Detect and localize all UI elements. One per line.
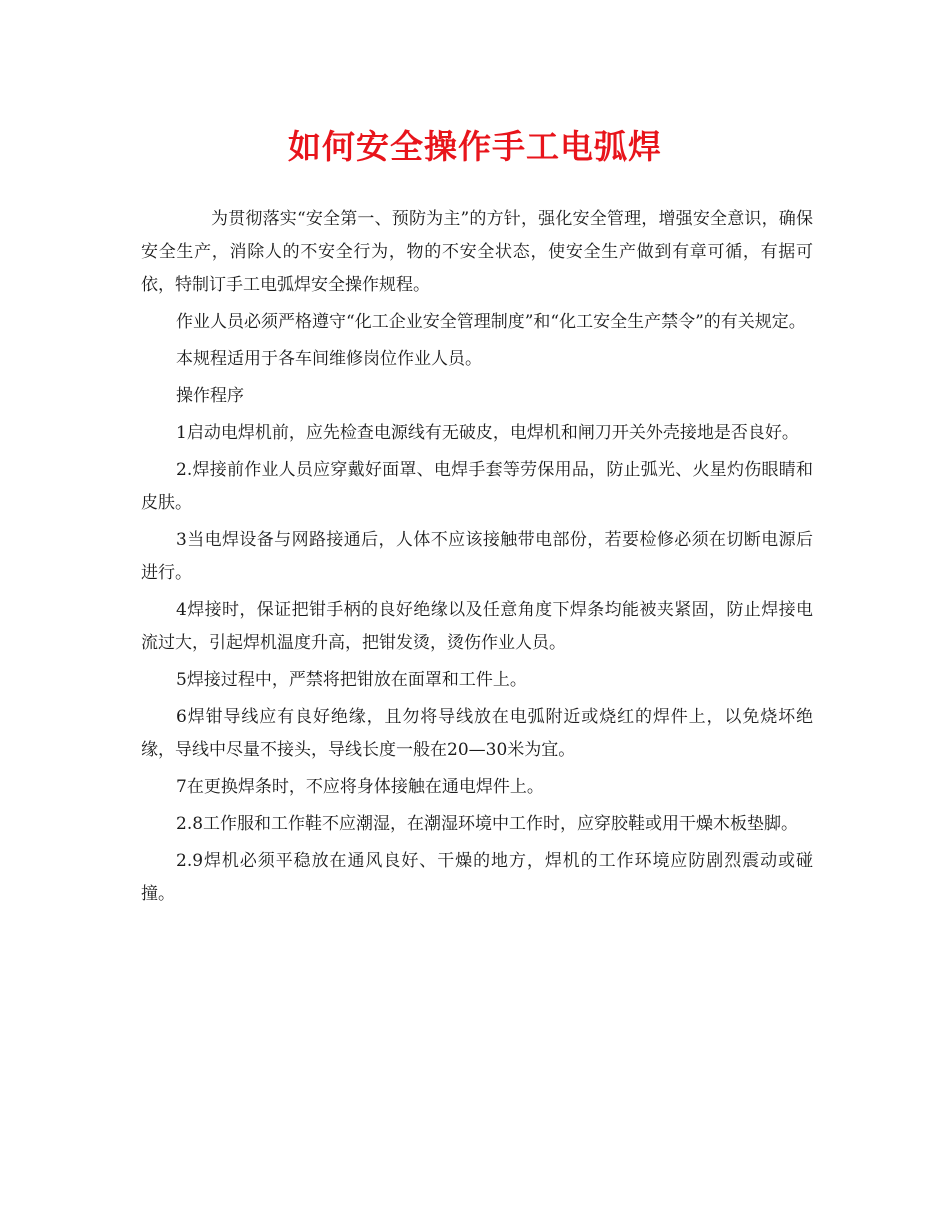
paragraph-scope: 本规程适用于各车间维修岗位作业人员。 (176, 349, 482, 369)
document-title: 如何安全操作手工电弧焊 (288, 127, 662, 166)
section-heading-procedure: 操作程序 (176, 386, 244, 406)
paragraph-step-5: 5焊接过程中，严禁将把钳放在面罩和工件上。 (176, 670, 527, 690)
paragraph-compliance: 作业人员必须严格遵守“化工企业安全管理制度”和“化工安全生产禁令”的有关规定。 (176, 312, 806, 332)
paragraph-step-7: 7在更换焊条时，不应将身体接触在通电焊件上。 (176, 777, 544, 797)
paragraph-intro: 为贯彻落实“安全第一、预防为主”的方针，强化安全管理，增强安全意识，确保安全生产，消除人的不安全行为，物的不安全状态，使安全生产做到有章可循，有据可依，特制订手工电弧焊安全操作规程。 (141, 209, 813, 295)
paragraph-step-2-9: 2.9焊机必须平稳放在通风良好、干燥的地方，焊机的工作环境应防剧烈震动或碰撞。 (141, 851, 813, 904)
paragraph-step-2-8: 2.8工作服和工作鞋不应潮湿，在潮湿环境中工作时，应穿胶鞋或用干燥木板垫脚。 (176, 814, 799, 834)
paragraph-step-1: 1启动电焊机前，应先检查电源线有无破皮，电焊机和闸刀开关外壳接地是否良好。 (176, 423, 799, 443)
paragraph-step-2: 2.焊接前作业人员应穿戴好面罩、电焊手套等劳保用品，防止弧光、火星灼伤眼睛和皮肤。 (141, 460, 813, 513)
paragraph-step-3: 3当电焊设备与网路接通后，人体不应该接触带电部份，若要检修必须在切断电源后进行。 (141, 530, 813, 583)
document-body (141, 203, 813, 915)
paragraph-step-6: 6焊钳导线应有良好绝缘，且勿将导线放在电弧附近或烧红的焊件上，以免烧坏绝缘，导线中尽量不接头，导线长度一般在20—30米为宜。 (141, 707, 813, 760)
paragraph-step-4: 4焊接时，保证把钳手柄的良好绝缘以及任意角度下焊条均能被夹紧固，防止焊接电流过大，引起焊机温度升高，把钳发烫，烫伤作业人员。 (141, 600, 813, 653)
